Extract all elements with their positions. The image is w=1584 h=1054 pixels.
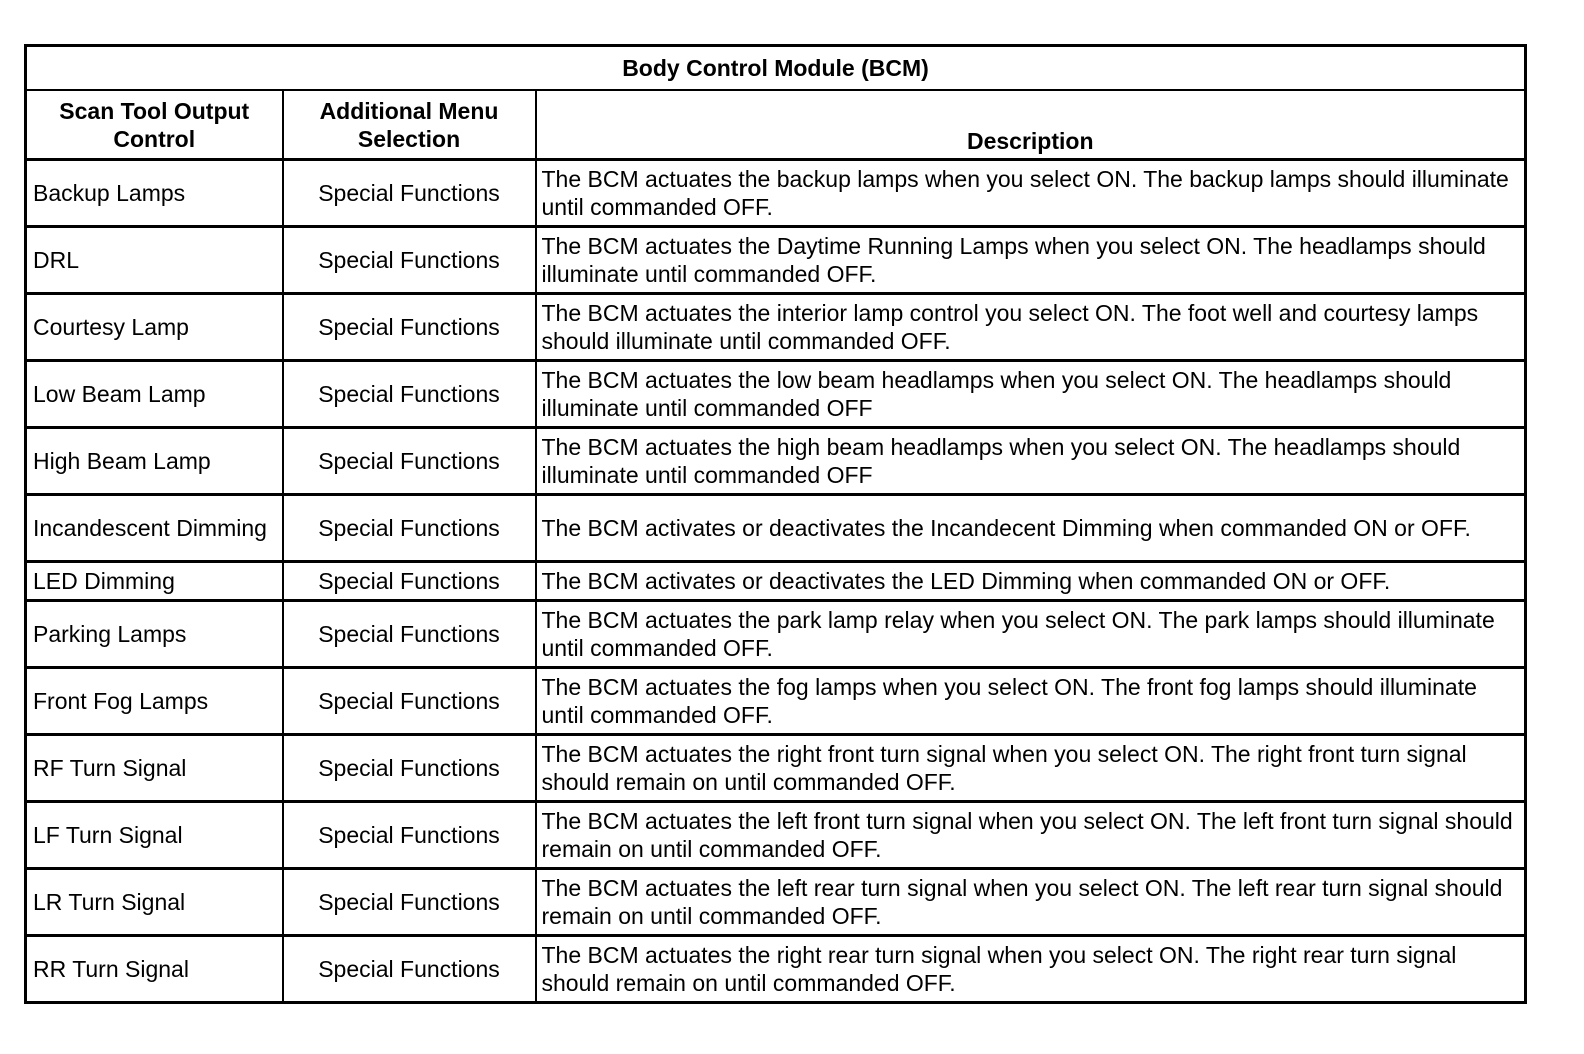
table-row	[26, 802, 1526, 869]
menu-selection-cell: Special Functions	[283, 668, 536, 735]
table-row	[26, 160, 1526, 227]
output-control-cell: LED Dimming	[26, 562, 283, 601]
output-control-cell: Low Beam Lamp	[26, 361, 283, 428]
menu-selection-cell: Special Functions	[283, 562, 536, 601]
table-row	[26, 668, 1526, 735]
column-header-control: Scan Tool Output Control	[26, 90, 283, 160]
menu-selection-cell: Special Functions	[283, 227, 536, 294]
bcm-output-control-table	[24, 44, 1527, 1004]
table-row	[26, 428, 1526, 495]
table-header-row	[26, 90, 1526, 160]
table-row	[26, 361, 1526, 428]
description-cell: The BCM actuates the left rear turn signal when you select ON. The left rear turn signal should remain on until commanded OFF.	[536, 869, 1526, 936]
menu-selection-cell: Special Functions	[283, 495, 536, 562]
description-cell: The BCM actuates the right front turn signal when you select ON. The right front turn signal should remain on until commanded OFF.	[536, 735, 1526, 802]
table-title-row	[26, 46, 1526, 91]
description-cell: The BCM actuates the fog lamps when you select ON. The front fog lamps should illuminate until commanded OFF.	[536, 668, 1526, 735]
description-cell: The BCM activates or deactivates the LED Dimming when commanded ON or OFF.	[536, 562, 1526, 601]
table-row	[26, 936, 1526, 1003]
description-cell: The BCM actuates the park lamp relay when you select ON. The park lamps should illuminate until commanded OFF.	[536, 601, 1526, 668]
table-row	[26, 562, 1526, 601]
description-cell: The BCM actuates the backup lamps when you select ON. The backup lamps should illuminate until commanded OFF.	[536, 160, 1526, 227]
output-control-cell: High Beam Lamp	[26, 428, 283, 495]
table-row	[26, 869, 1526, 936]
output-control-cell: RR Turn Signal	[26, 936, 283, 1003]
menu-selection-cell: Special Functions	[283, 361, 536, 428]
menu-selection-cell: Special Functions	[283, 294, 536, 361]
menu-selection-cell: Special Functions	[283, 735, 536, 802]
output-control-cell: DRL	[26, 227, 283, 294]
output-control-cell: Incandescent Dimming	[26, 495, 283, 562]
table-row	[26, 601, 1526, 668]
menu-selection-cell: Special Functions	[283, 869, 536, 936]
output-control-cell: Parking Lamps	[26, 601, 283, 668]
output-control-cell: Backup Lamps	[26, 160, 283, 227]
menu-selection-cell: Special Functions	[283, 160, 536, 227]
description-cell: The BCM actuates the high beam headlamps when you select ON. The headlamps should illuminate until commanded OFF	[536, 428, 1526, 495]
table-row	[26, 227, 1526, 294]
column-header-description: Description	[536, 90, 1526, 160]
description-cell: The BCM activates or deactivates the Incandecent Dimming when commanded ON or OFF.	[536, 495, 1526, 562]
description-cell: The BCM actuates the right rear turn signal when you select ON. The right rear turn signal should remain on until commanded OFF.	[536, 936, 1526, 1003]
menu-selection-cell: Special Functions	[283, 936, 536, 1003]
menu-selection-cell: Special Functions	[283, 601, 536, 668]
output-control-cell: Courtesy Lamp	[26, 294, 283, 361]
table-title: Body Control Module (BCM)	[26, 46, 1526, 91]
output-control-cell: LF Turn Signal	[26, 802, 283, 869]
menu-selection-cell: Special Functions	[283, 802, 536, 869]
menu-selection-cell: Special Functions	[283, 428, 536, 495]
table-row	[26, 735, 1526, 802]
column-header-menu: Additional Menu Selection	[283, 90, 536, 160]
output-control-cell: LR Turn Signal	[26, 869, 283, 936]
table-row	[26, 294, 1526, 361]
output-control-cell: Front Fog Lamps	[26, 668, 283, 735]
description-cell: The BCM actuates the interior lamp control you select ON. The foot well and courtesy lamps should illuminate until commanded OFF.	[536, 294, 1526, 361]
description-cell: The BCM actuates the left front turn signal when you select ON. The left front turn signal should remain on until commanded OFF.	[536, 802, 1526, 869]
output-control-cell: RF Turn Signal	[26, 735, 283, 802]
description-cell: The BCM actuates the low beam headlamps when you select ON. The headlamps should illuminate until commanded OFF	[536, 361, 1526, 428]
description-cell: The BCM actuates the Daytime Running Lamps when you select ON. The headlamps should illuminate until commanded OFF.	[536, 227, 1526, 294]
table-row	[26, 495, 1526, 562]
